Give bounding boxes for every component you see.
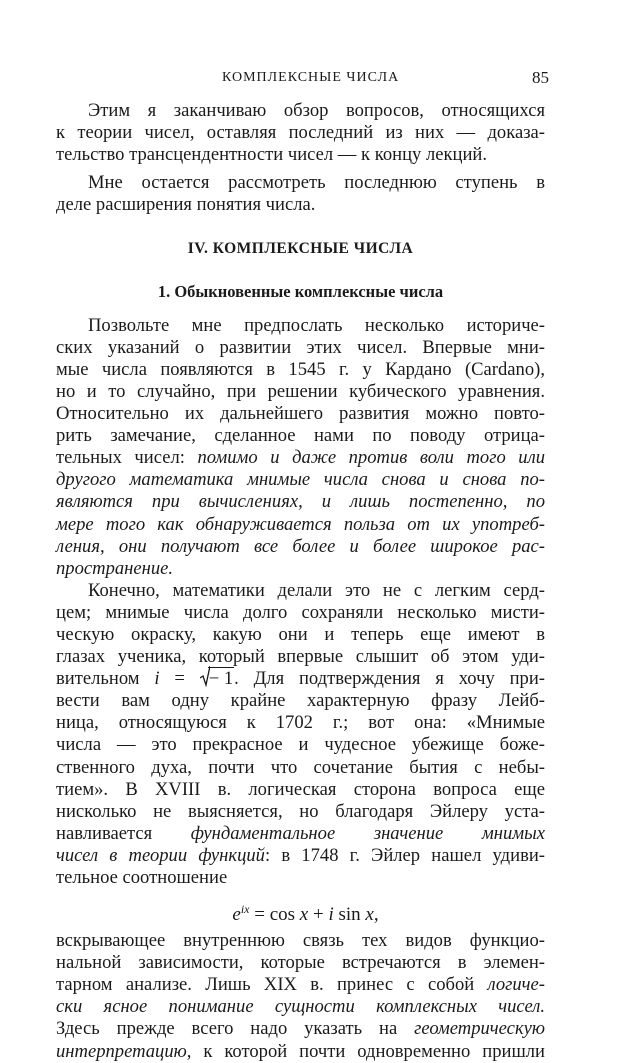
text-run: вительном xyxy=(56,668,155,690)
formula-comma: , xyxy=(373,904,379,926)
emphasis-run: являются при вычислениях, и лишь постепенно, по xyxy=(56,491,545,513)
paragraph-last-step xyxy=(56,172,545,216)
text-run: , к которой почти одновременно пришли xyxy=(186,1040,545,1062)
text-line: числа — это прекрасное и чудесное убежище боже- xyxy=(56,734,545,756)
page-number: 85 xyxy=(532,68,549,87)
text-line: вскрывающее внутреннюю связь тех видов функцио- xyxy=(56,930,545,952)
text-line xyxy=(56,536,545,558)
emphasis-run: помимо и даже против воли того или xyxy=(197,447,546,469)
text-run: : в 1748 г. Эйлер нашел удиви- xyxy=(264,844,545,866)
text-run: Здесь прежде всего надо указать на xyxy=(56,1018,415,1040)
chapter-heading: IV. КОМПЛЕКСНЫЕ ЧИСЛА xyxy=(187,240,414,258)
emphasis-run: пространение. xyxy=(56,557,174,579)
text-line: тельное соотношение xyxy=(56,867,228,888)
emphasis-run: интерпретацию xyxy=(56,1040,187,1062)
formula-rhs: = cos xyxy=(249,904,300,926)
text-line xyxy=(56,491,545,513)
text-line: Конечно, математики делали это не с легким серд- xyxy=(88,579,545,601)
formula-exponent: ix xyxy=(240,902,250,917)
text-line xyxy=(56,514,545,536)
formula-plus: + xyxy=(308,904,329,926)
running-title: КОМПЛЕКСНЫЕ ЧИСЛА xyxy=(222,70,400,85)
text-line: ческую окраску, какую они и теперь еще имеют в xyxy=(56,623,545,645)
text-line: глазах ученика, который впервые слышит об этом уди- xyxy=(56,646,545,668)
text-line xyxy=(56,974,545,996)
text-line xyxy=(56,1018,545,1040)
text-run: тельных чисел: xyxy=(56,447,198,469)
text-line: ственного духа, почти что сочетание бытия с небы- xyxy=(56,756,545,778)
text-line: мые числа появляются в 1545 г. у Кардано (Cardano), xyxy=(56,358,545,380)
euler-formula xyxy=(56,894,545,924)
text-line: деле расширения понятия числа. xyxy=(56,194,316,216)
text-line: Позвольте мне предпослать несколько историче- xyxy=(88,314,545,336)
body-text xyxy=(56,100,545,1063)
text-line xyxy=(56,823,545,845)
text-line xyxy=(56,469,545,491)
paragraph-leibniz-euler xyxy=(56,580,545,889)
text-line: тельство трансцендентности чисел — к концу лекций. xyxy=(56,144,488,166)
formula-sin: sin xyxy=(333,904,366,926)
square-root xyxy=(200,668,234,690)
emphasis-run: другого математика мнимые числа снова и снова по- xyxy=(56,469,545,491)
emphasis-run: мере того как обнаруживается польза от их употреб- xyxy=(56,513,545,535)
imaginary-unit: i xyxy=(154,668,160,690)
equals-sign: = xyxy=(159,668,200,690)
paragraph-history xyxy=(56,315,545,580)
text-line: тием». В XVIII в. логическая сторона вопроса еще xyxy=(56,778,545,800)
section-heading: 1. Обыкновенные комплексные числа xyxy=(157,281,444,301)
text-line xyxy=(56,447,545,469)
text-run: тарном анализе. Лишь XIX в. принес с собой xyxy=(56,974,488,996)
text-line: вести вам одну крайне характерную фразу Лейб- xyxy=(56,690,545,712)
text-line: нальной зависимости, которые встречаются в элемен- xyxy=(56,952,545,974)
text-line xyxy=(56,668,545,690)
text-line: рить замечание, сделанное нами по поводу отрица- xyxy=(56,425,545,447)
paragraph-closing-number-theory xyxy=(56,100,545,166)
formula-i: i xyxy=(328,904,334,926)
formula-var: x xyxy=(365,904,374,926)
emphasis-run: ски ясное понимание сущности комплексных чисел. xyxy=(56,996,545,1018)
emphasis-run: фундаментальное значение мнимых xyxy=(190,822,545,844)
text-line: но и то случайно, при решении кубического уравнения. xyxy=(56,380,545,402)
formula-var: x xyxy=(299,904,309,926)
text-line xyxy=(56,558,545,580)
text-line xyxy=(56,1041,545,1063)
text-line: ница, относящуюся к 1702 г.; вот она: «Мнимые xyxy=(56,712,545,734)
text-run: навливается xyxy=(56,822,191,844)
text-run: . Для подтверждения я хочу при- xyxy=(234,668,545,690)
text-line: нисколько не выясняется, но благодаря Эйлеру уста- xyxy=(56,800,545,822)
text-line: Мне остается рассмотреть последнюю ступень в xyxy=(88,172,545,194)
running-head xyxy=(0,70,629,92)
text-line: к теории чисел, оставляя последний из них — доказа- xyxy=(56,122,545,144)
formula-base: e xyxy=(232,904,241,926)
text-line: Относительно их дальнейшего развития можно повто- xyxy=(56,403,545,425)
text-line: цем; мнимые числа долго сохраняли несколько мисти- xyxy=(56,601,545,623)
emphasis-run: чисел в теории функций xyxy=(56,844,265,866)
paragraph-xix-century xyxy=(56,930,545,1063)
radical-sign-icon xyxy=(200,665,210,687)
emphasis-run: геометрическую xyxy=(414,1018,545,1040)
text-line xyxy=(56,845,545,867)
radicand: − 1 xyxy=(208,668,234,690)
emphasis-run: логиче- xyxy=(487,974,545,996)
text-line: ских указаний о развитии этих чисел. Впервые мни- xyxy=(56,336,545,358)
text-line: Этим я заканчиваю обзор вопросов, относящихся xyxy=(88,100,545,121)
emphasis-run: ления, они получают все более и более широкое рас- xyxy=(56,535,545,557)
